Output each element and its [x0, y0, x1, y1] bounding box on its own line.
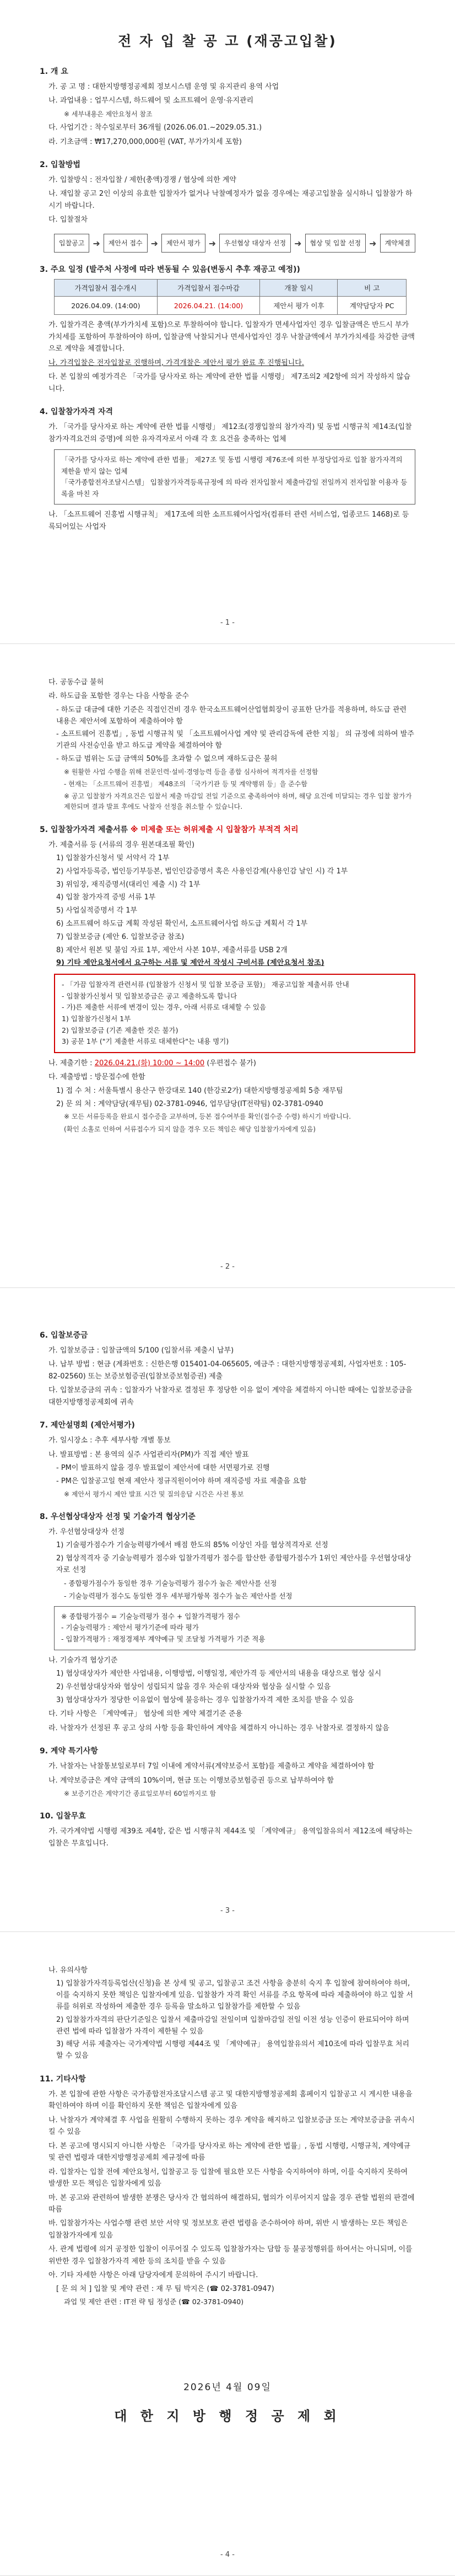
flow-step: 우선협상 대상자 선정 — [219, 234, 291, 253]
p4-caution: 1) 입찰참가자격등록업산(신청)을 본 상세 및 공고, 입찰공고 조건 사항을 충분히 숙지 후 입찰에 참여하여야 하며, 이를 숙지하지 못한 책임은 입찰자에게 있음. 입찰참가 자격 확인 서류를 주요 항목에 따라 제출하여야 하고 입찰 서류를 허위로 작성하여 제출한 경우 등록을 말소하고 입찰참가를 제한할 수 있음 — [56, 1979, 413, 2011]
deadline-value: 2026.04.21.(화) 10:00 ~ 14:00 — [94, 1059, 205, 1067]
section-2-heading: 2. 입찰방법 — [40, 160, 81, 169]
organization-name: 대 한 지 방 행 정 공 제 회 — [114, 2408, 341, 2424]
s2-item-b: 나. 재입찰 공고 2인 이상의 유효한 입찰자가 없거나 낙찰예정자가 없을 경우에는 재공고입찰을 실시하니 입찰참가 하시기 바랍니다. — [48, 190, 413, 210]
flow-step: 입찰공고 — [54, 234, 89, 253]
p2-sub-item: - 하도급 범위는 도급 금액의 50%를 초과할 수 없으며 재하도급은 불허 — [56, 755, 278, 764]
section-9-heading: 9. 계약 특기사항 — [40, 1747, 98, 1756]
s5-doc: 2) 사업자등록증, 법인등기부등본, 법인인감증명서 혹은 사용인감계(사용인감 날인 시) 각 1부 — [56, 867, 348, 876]
s5-receipt-note: ※ 모든 서류등록을 완료시 접수증을 교부하며, 등본 접수여부를 확인(접수증 수령) 하시기 바랍니다. — [64, 1113, 351, 1121]
s9-note: ※ 보증기간은 계약기간 종료일로부터 60일까지로 함 — [64, 1790, 216, 1798]
section-5-title: 5. 입찰참가자격 제출서류 — [40, 825, 131, 834]
s9-item: 가. 낙찰자는 낙찰통보일로부터 7일 이내에 계약서류(계약보증서 포함)를 제출하고 계약을 체결하여야 함 — [48, 1762, 375, 1771]
s3-item-a: 가. 입찰가격은 총액(부가가치세 포함)으로 투찰하여야 합니다. 입찰자가 면세사업자인 경우 입찰금액은 반드시 부가가치세를 포함하여 투찰하여야 하며, 입찰금액 낙찰되거나 면세사업자인 경우 낙찰금액에서 부가가치세를 차감한 금액으로 계약을 체결합니다. — [48, 321, 415, 353]
s5-doc: 1) 입찰참가신청서 및 서약서 각 1부 — [56, 854, 170, 863]
page-1 — [0, 0, 455, 644]
section-11-heading: 11. 기타사항 — [40, 2075, 86, 2084]
s8-sub: 3) 협상대상자가 정당한 이유없이 협상에 불응하는 경우 입찰참가자격 제한 조치를 받을 수 있음 — [56, 1695, 354, 1704]
schedule-cell: 제안서 평가 이후 — [260, 297, 338, 315]
schedule-header: 개찰 일시 — [260, 280, 338, 297]
section-5-heading — [40, 824, 415, 835]
section-3-heading: 3. 주요 일정 (발주처 사정에 따라 변동될 수 있음(변동시 추후 재공고 예정)) — [40, 265, 300, 275]
s5-contact: 2) 문 의 처 : 계약담당(재무팀) 02-3781-0946, 업무담당(IT전략팀) 02-3781-0940 — [56, 1099, 323, 1108]
s11-item: 가. 본 입찰에 관한 사항은 국가종합전자조달시스템 공고 및 대한지방행정공제회 홈페이지 입찰공고 시 게시한 내용을 확인하여야 하며 이를 확인하지 못한 책임은 입찰자에게 있음 — [48, 2090, 413, 2111]
s5-small-note: (확인 소홀로 인하여 서류접수가 되지 않을 경우 모든 책임은 해당 입찰참가자에게 있음) — [64, 1125, 316, 1133]
s5-doc: 7) 입찰보증금 (제안 6. 입찰보증금 참조) — [56, 932, 185, 941]
score-line: - 입찰가격평가 : 재정경제부 계약예규 및 조달청 가격평가 기준 적용 — [61, 1634, 266, 1643]
s7-sub: - PM은 입찰공고일 현재 제안사 정규직원이어야 하며 재직증빙 자료 제출을 요함 — [56, 1477, 307, 1485]
schedule-table — [54, 279, 407, 315]
s5-doc: 5) 사업실적증명서 각 1부 — [56, 906, 138, 915]
s1-item-a: 가. 공 고 명 : 대한지방행정공제회 정보시스템 운영 및 유지관리 용역 사업 — [48, 83, 279, 91]
page-number: - 4 - — [220, 2551, 235, 2559]
page-number: - 2 - — [220, 1263, 235, 1271]
arrow-right-icon: ➜ — [369, 238, 377, 249]
s11-item: 사. 관계 법령에 의거 공정한 입찰이 이루어질 수 있도록 입찰참가자는 담합 등 불공정행위를 하여서는 아니되며, 이를 위반한 경우 입찰참가자격 제한 등의 조치를 받을 수 있음 — [48, 2245, 413, 2266]
schedule-header: 가격입찰서 접수개시 — [55, 280, 158, 297]
qualification-line: 「국가종합전자조달시스템」 입찰참가자격등록규정에 의 따라 전자입찰서 제출마감일 전일까지 전자입찰 이용자 등록을 마친 자 — [61, 478, 408, 498]
s9-item: 나. 계약보증금은 계약 금액의 10%이며, 현금 또는 이행보증보험증권 등으로 납부하여야 함 — [48, 1776, 334, 1785]
announcement-date: 2026년 4월 09일 — [183, 2382, 272, 2393]
s3-item-c: 다. 본 입찰의 예정가격은 「국가를 당사자로 하는 계약에 관한 법률 시행령」 제7조의2 제2항에 의거 작성하지 않습니다. — [48, 373, 410, 393]
qualification-box — [54, 449, 415, 505]
score-line: - 기술능력평가 : 제안서 평가기준에 따라 평가 — [61, 1623, 199, 1632]
schedule-header: 비 고 — [338, 280, 407, 297]
table-row — [55, 297, 407, 315]
s7-item: 나. 발표방법 : 본 용역의 실주 사업관리자(PM)가 직접 제안 발표 — [48, 1450, 249, 1459]
s7-note: ※ 제안서 평가시 제안 발표 시간 및 질의응답 시간은 사전 통보 — [64, 1490, 244, 1498]
arrow-right-icon: ➜ — [150, 238, 158, 249]
section-10-heading: 10. 입찰무효 — [40, 1812, 86, 1821]
flow-step: 협상 및 입찰 선정 — [305, 234, 366, 253]
s11-item: 바. 입찰참가자는 사업수행 관련 보안 서약 및 정보보호 관련 법령을 준수하여야 하며, 위반 시 발생하는 모든 책임은 입찰참가자에게 있음 — [48, 2219, 408, 2240]
s5-doc: 8) 제안서 원본 및 불임 자료 1부, 제안서 사본 10부, 제출서류를 USB 2개 — [56, 946, 288, 954]
s5-place: 1) 접 수 처 : 서울특별시 용산구 한강대로 140 (한강로2가) 대한지방행정공제회 5층 재무팀 — [56, 1086, 343, 1095]
s8-sub: 2) 우선협상대상자와 협상이 성립되지 않을 경우 차순위 대상자와 협상을 실시할 수 있음 — [56, 1682, 331, 1691]
resubmission-box — [54, 974, 415, 1053]
s8-item: 다. 기타 사항은 「계약예규」 협상에 의한 계약 체결기준 준용 — [48, 1710, 243, 1719]
s5-doc: 4) 입찰 참가자격 증빙 서류 1부 — [56, 893, 156, 902]
page-number: - 1 - — [220, 619, 235, 627]
flow-step: 제안서 접수 — [104, 234, 148, 253]
p4-caution-heading: 나. 유의사항 — [48, 1966, 88, 1974]
p2-note: ※ 공고 입찰참가 자격요건은 입찰서 제출 마감일 전일 기준으로 충족하여야 하며, 해당 요건에 미달되는 경우 입찰 참가가 제한되며 결과 발표 후에도 낙찰자 선정을 취소할 수 있습니다. — [64, 792, 412, 811]
flow-step: 계약체결 — [380, 234, 415, 253]
p2-sub-item: - 소프트웨어 진흥법」, 동법 시행규칙 및 「소프트웨어사업 계약 및 관리감독에 관한 지침」 의 규정에 의하여 발주기관의 사전승인을 받고 하도급 계약을 체결하여야 함 — [56, 730, 414, 750]
p2-item-d: 라. 하도급을 포함한 경우는 다음 사항을 준수 — [48, 692, 189, 701]
s10-item: 가. 국가계약법 시행령 제39조 제4항, 같은 법 시행규칙 제44조 및 「계약예규」 용역입찰유의서 제12조에 해당하는 입찰은 무효입니다. — [48, 1827, 413, 1848]
schedule-cell: 계약담당자 PC — [338, 297, 407, 315]
page-3 — [0, 1288, 455, 1932]
s8-sub: 1) 기술평가점수가 기술능력평가에서 배점 한도의 85% 이상인 자를 협상적격자로 선정 — [56, 1541, 328, 1550]
s5-item: 가. 제출서류 등 (서류의 경우 원본대조필 확인) — [48, 840, 195, 849]
s5-method: 다. 제출방법 : 방문접수에 한함 — [48, 1073, 145, 1082]
s8-sub: 2) 협상적격자 중 기술능력평가 점수와 입찰가격평가 점수를 합산한 종합평가점수가 1위인 제안사를 우선협상대상자로 선정 — [56, 1554, 411, 1574]
bid-procedure-flow — [54, 234, 415, 253]
s11-item: 다. 본 공고에 명시되지 아니한 사항은 「국가를 당사자로 하는 계약에 관한 법률」, 동법 시행령, 시행규칙, 계약예규 및 관련 법령과 대한지방행정공제회 제규정에 따름 — [48, 2142, 411, 2162]
deadline-tail: (우편접수 불가) — [204, 1059, 256, 1067]
s8-item: 라. 낙찰자가 선정된 후 공고 상의 사항 등을 확인하여 계약을 체결하지 아니하는 경우 낙찰자로 결정하지 않음 — [48, 1724, 389, 1732]
schedule-header: 가격입찰서 접수마감 — [157, 280, 260, 297]
s1-item-d: 라. 기초금액 : ₩17,270,000,000원 (VAT, 부가가치세 포함) — [48, 137, 242, 146]
page-number: - 3 - — [220, 1907, 235, 1915]
page-2 — [0, 644, 455, 1288]
section-4-heading: 4. 입찰참가자격 자격 — [40, 407, 113, 417]
s5-doc-9: 9) 기타 제안요청서에서 요구하는 서류 및 제안서 작성시 구비서류 (제안요청서 참조) — [56, 959, 324, 968]
s6-item: 가. 입찰보증금 : 입찰금액의 5/100 (입찰서류 제출시 납부) — [48, 1346, 234, 1355]
contact-line: 과업 및 제안 관련 : IT전 략 팀 정성준 (☎ 02-3781-0940) — [64, 2298, 244, 2306]
s1-item-b-note: ※ 세부내용은 제안요청서 참조 — [64, 110, 153, 118]
s11-item: 라. 입찰자는 입찰 전에 제안요청서, 입찰공고 등 입찰에 필요한 모든 사항을 숙지하여야 하며, 이를 숙지하지 못하여 발생한 모든 책임은 입찰자에게 있음 — [48, 2167, 408, 2188]
section-8-heading: 8. 우선협상대상자 선정 및 기술가격 협상기준 — [40, 1512, 196, 1521]
s8-subsub: - 기술능력평가 점수도 동일한 경우 세부평가항목 점수가 높은 제안사를 선정 — [64, 1591, 292, 1600]
schedule-cell: 2026.04.21. (14:00) — [157, 297, 260, 315]
qualification-line: 「국가를 당사자로 하는 계약에 관한 법률」 제27조 및 동법 시행령 제76조에 의한 부정당업자로 입찰 참가자격의 제한을 받지 않는 업체 — [61, 455, 403, 475]
s7-sub: - PM이 발표하지 않을 경우 발표없이 제안서에 대한 서면평가로 진행 — [56, 1464, 270, 1473]
s8-subsub: - 종합평가점수가 동일한 경우 기술능력평가 점수가 높은 제안사를 선정 — [64, 1579, 277, 1587]
p2-note: - 현재는 「소프트웨어 진흥법」 제48조의 「국가기관 등 및 계약행위 등」을 준수함 — [64, 780, 307, 788]
resubmission-line: - 입찰참가신청서 및 입찰보증금은 공고 제출하도록 합니다 — [62, 991, 237, 1000]
section-6-heading: 6. 입찰보증금 — [40, 1331, 88, 1340]
page-4 — [0, 1932, 455, 2576]
score-formula-box — [54, 1606, 415, 1650]
arrow-right-icon: ➜ — [208, 238, 216, 249]
section-5-warning: ※ 미제출 또는 허위제출 시 입찰참가 부적격 처리 — [130, 825, 299, 834]
s11-item: 마. 본 공고와 관련하여 발생한 분쟁은 당사자 간 협의하여 해결하되, 협의가 이루어지지 않을 경우 관할 법원의 판결에 따름 — [48, 2193, 415, 2214]
schedule-cell: 2026.04.09. (14:00) — [55, 297, 158, 315]
section-1-heading: 1. 개 요 — [40, 67, 68, 76]
deadline-label: 나. 제출기한 : — [48, 1059, 95, 1067]
s2-item-a: 가. 입찰방식 : 전자입찰 / 제한(총액)경쟁 / 협상에 의한 계약 — [48, 175, 236, 184]
s5-deadline — [48, 1058, 415, 1069]
arrow-right-icon: ➜ — [93, 238, 100, 249]
document-title: 전 자 입 찰 공 고 (재공고입찰) — [118, 33, 337, 49]
p2-sub-item: - 하도급 대금에 대한 기준은 직접인건비 경우 한국소프트웨어산업협회장이 공표한 단가를 적용하며, 하도급 관련 내용은 제안서에 포함하여 제출하여야 함 — [56, 705, 407, 726]
s1-item-c: 다. 사업기간 : 착수일로부터 36개월 (2026.06.01.~2029.05.31.) — [48, 124, 262, 132]
s3-item-b: 나. 가격입찰은 전자입찰로 진행하며, 가격개찰은 제안서 평가 완료 후 진행됩니다. — [48, 358, 305, 367]
resubmission-line: 1) 입찰참가신청서 1부 — [62, 1015, 131, 1023]
s11-item: 아. 기타 자세한 사항은 아래 담당자에게 문의하여 주시기 바랍니다. — [48, 2271, 258, 2280]
resubmission-line: - 가)른 제출한 서류에 변경이 있는 경우, 아래 서류로 대체할 수 있음 — [62, 1003, 267, 1012]
s8-sub: 1) 협상대상자가 제안한 사업내용, 이행방법, 이행일정, 제안가격 등 제안서의 내용을 대상으로 협상 실시 — [56, 1669, 382, 1678]
s6-item: 다. 입찰보증금의 귀속 : 입찰자가 낙찰자로 결정된 후 정당한 이유 없이 계약을 체결하지 아니한 때에는 입찰보증금을 대한지방행정공제회에 귀속 — [48, 1386, 413, 1407]
s4-item-b: 나. 「소프트웨어 진흥법 시행규칙」 제17조에 의한 소프트웨어사업자(컴퓨터 관련 서비스업, 업종코드 1468)로 등록되어있는 사업자 — [48, 511, 409, 531]
p2-item-c: 다. 공동수급 불허 — [48, 678, 104, 686]
s7-item: 가. 일시장소 : 추후 세부사항 개별 통보 — [48, 1436, 171, 1445]
score-line: ※ 종합평가점수 = 기술능력평가 점수 + 입찰가격평가 점수 — [61, 1612, 240, 1620]
p4-caution: 3) 해당 서류 제출자는 국가계약법 시행령 제44조 및 「계약예규」 용역입찰유의서 제10조에 따라 입찰무효 처리할 수 있음 — [56, 2040, 410, 2060]
s6-item: 나. 납부 방법 : 현금 (계좌번호 : 신한은행 015401-04-065605, 예금주 : 대한지방행정공제회, 사업자번호 : 105-82-02560) 또는 보증보험증권(입찰보증보험증권) 제출 — [48, 1360, 407, 1381]
s11-item: 나. 낙찰자가 계약체결 후 사업을 원활히 수행하지 못하는 경우 계약을 해지하고 입찰보증금 또는 계약보증금을 귀속시킬 수 있음 — [48, 2116, 415, 2137]
s5-doc: 3) 위임장, 재직증명서(대리인 제출 시) 각 1부 — [56, 880, 201, 889]
arrow-right-icon: ➜ — [294, 238, 302, 249]
resubmission-line: - 「가끔 입찰자격 관련서류 (입찰참가 신청서 및 입찰 보증금 포함)」 재공고입찰 제출서류 안내 — [62, 980, 349, 989]
resubmission-line: 2) 입찰보증금 (기존 제출한 것은 불가) — [62, 1026, 178, 1034]
s2-item-c: 다. 입찰절차 — [48, 216, 88, 224]
p4-caution: 2) 입찰참가자격의 판단기준일은 입찰서 제출마감일 전일이며 입찰마감일 전일 이전 성능 인증이 완료되어야 하며 관련 법에 따라 입찰참가 자격이 제한될 수 있음 — [56, 2015, 409, 2036]
resubmission-line: 3) 공문 1부 ("기 제출한 서류로 대체한다"는 내용 명기) — [62, 1037, 229, 1046]
flow-step: 제안서 평가 — [161, 234, 205, 253]
s4-item-a: 가. 「국가를 당사자로 하는 계약에 관한 법률 시행령」 제12조(경쟁입찰의 참가자격) 및 동법 시행규칙 제14조(입찰참가자격요건의 증명)에 의한 유자격자로서 아래 각 호 요건을 충족하는 업체 — [48, 423, 412, 443]
contact-line: [ 문 의 처 ] 입찰 및 계약 관련 : 재 무 팀 박지은 (☎ 02-3781-0947) — [56, 2284, 274, 2293]
section-7-heading: 7. 제안설명회 (제안서평가) — [40, 1421, 135, 1430]
s8-item: 나. 기술가격 협상기준 — [48, 1656, 118, 1665]
p2-note: ※ 원활한 사업 수행을 위해 전문인력·설비·경영능력 등을 종합 심사하여 적격자를 선정함 — [64, 768, 318, 776]
s1-item-b: 나. 과업내용 : 업무시스템, 하드웨어 및 소프트웨어 운영·유지관리 — [48, 96, 254, 105]
s5-doc: 6) 소프트웨어 하도급 계획 작성된 확인서, 소프트웨어사업 하도급 계획서 각 1부 — [56, 920, 308, 929]
s8-item: 가. 우선협상대상자 선정 — [48, 1527, 124, 1536]
